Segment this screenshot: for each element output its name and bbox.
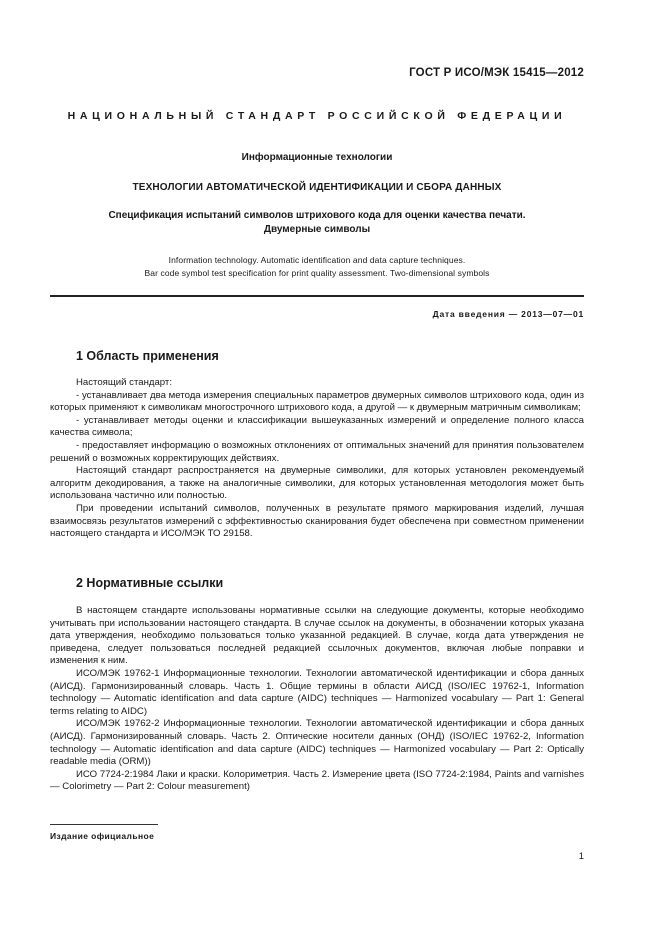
main-title: ТЕХНОЛОГИИ АВТОМАТИЧЕСКОЙ ИДЕНТИФИКАЦИИ И СБОРА ДАННЫХ: [132, 182, 502, 193]
section-1-title: 1 Область применения: [76, 349, 219, 363]
subtitle-line-2: Двумерные символы: [263, 224, 371, 235]
reference-item: ИСО 7724-2:1984 Лаки и краски. Колориметрия. Часть 2. Измерение цвета (ISO 7724-2:1984, Paints and varnishes — Colorimetry — Part 2: Colour measurement): [50, 768, 584, 793]
section-1-body: [50, 377, 584, 541]
section-2-body: [50, 605, 584, 794]
header-divider: [50, 295, 584, 297]
english-title: [50, 254, 584, 280]
subtitle-line-1: Спецификация испытаний символов штрихового кода для оценки качества печати.: [108, 210, 526, 221]
paragraph: Настоящий стандарт распространяется на двумерные символики, для которых установлен рекомендуемый алгоритм декодирования, а также на аналогичные символики, для которых установленная методология может быть использована частично или полностью.: [50, 465, 584, 502]
paragraph: Настоящий стандарт:: [76, 377, 172, 388]
page-number: 1: [578, 851, 584, 862]
list-item: - устанавливает два метода измерения специальных параметров двумерных символов штрихового кода, один из которых применяют к символикам многострочного штрихового кода, а другой — к двумерным матричным символикам;: [50, 389, 584, 414]
english-title-line-1: Information technology. Automatic identification and data capture techniques.: [168, 255, 466, 265]
english-title-line-2: Bar code symbol test specification for print quality assessment. Two-dimensional symbols: [144, 268, 490, 278]
national-standard-banner: НАЦИОНАЛЬНЫЙ СТАНДАРТ РОССИЙСКОЙ ФЕДЕРАЦИИ: [67, 110, 567, 122]
edition-label: Издание официальное: [50, 831, 155, 841]
list-item: - устанавливает методы оценки и классификации вышеуказанных измерений и определение полного класса качества символа;: [50, 414, 584, 439]
paragraph: При проведении испытаний символов, полученных в результате прямого маркирования изделий, лучшая взаимосвязь результатов измерений с эффективностью сканирования будет обеспечена при совместном применении настоящего стандарта и ИСО/МЭК ТО 29158.: [50, 502, 584, 540]
general-title: Информационные технологии: [241, 152, 393, 163]
paragraph: В настоящем стандарте использованы нормативные ссылки на следующие документы, которые необходимо учитывать при использовании настоящего стандарта. В случае ссылок на документы, в обозначении которых указана дата утверждения, необходимо пользоваться только указанной редакцией. В случае, когда дата утверждения не приведена, следует пользоваться последней редакцией ссылочных документов, включая любые поправки и изменения к ним.: [50, 605, 584, 667]
reference-item: ИСО/МЭК 19762-2 Информационные технологии. Технологии автоматической идентификации и сбора данных (АИСД). Гармонизированный словарь. Часть 2. Оптические носители данных (ОНД) (ISO/IEC 19762-2, Information technology — Automatic identification and data capture (AIDC) techniques — Harmonized vocabulary — Part 2: Optically readable media (ORM)): [50, 718, 584, 768]
date-introduced: Дата введения — 2013—07—01: [432, 309, 584, 319]
document-code: ГОСТ Р ИСО/МЭК 15415—2012: [409, 67, 584, 79]
subtitle: [50, 209, 584, 237]
footer-divider: [50, 824, 158, 825]
section-2-title: 2 Нормативные ссылки: [76, 576, 224, 590]
reference-item: ИСО/МЭК 19762-1 Информационные технологии. Технологии автоматической идентификации и сбора данных (АИСД). Гармонизированный словарь. Часть 1. Общие термины в области АИСД (ISO/IEC 19762-1, Information technology — Automatic identification and data capture (AIDC) techniques — Harmonized vocabulary — Part 1: General terms relating to AIDC): [50, 667, 584, 717]
list-item: - предоставляет информацию о возможных отклонениях от оптимальных значений для принятия пользователем решений о возможных корректирующих действиях.: [50, 439, 584, 464]
